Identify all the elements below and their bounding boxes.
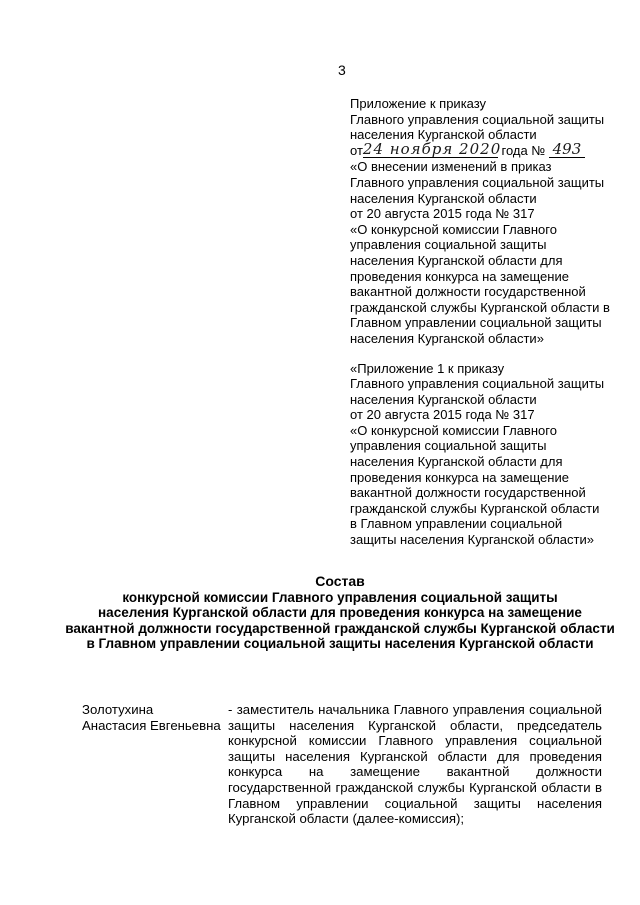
appendix-current-order <box>350 96 612 548</box>
appendix-line: от 20 августа 2015 года № 317 <box>350 206 535 222</box>
appendix-title: Приложение к приказу <box>350 96 487 111</box>
member-name <box>82 702 227 733</box>
appendix-issuer-region: населения Курганской области <box>350 127 537 143</box>
appendix-line: населения Курганской области» <box>350 330 544 346</box>
appendix-line: «О конкурсной комиссии Главного <box>350 221 557 237</box>
original-appendix-line: «Приложение 1 к приказу <box>350 360 505 376</box>
appendix-line: управления социальной защиты <box>350 237 547 253</box>
order-date-line <box>350 139 612 160</box>
original-appendix-line: защиты населения Курганской области» <box>350 532 594 548</box>
composition-heading: Состав <box>315 573 365 589</box>
original-appendix-line: проведения конкурса на замещение <box>350 469 569 485</box>
original-appendix-line: вакантной должности государственной <box>350 485 586 501</box>
composition-title-line: конкурсной комиссии Главного управления социальной защиты <box>122 589 558 605</box>
appendix-line: вакантной должности государственной <box>350 284 586 300</box>
spacer <box>350 347 612 361</box>
original-appendix-line: управления социальной защиты <box>350 438 547 454</box>
original-appendix-line: гражданской службы Курганской области <box>350 500 600 516</box>
original-appendix-line: населения Курганской области для <box>350 454 563 470</box>
page-number: 3 <box>338 62 346 78</box>
appendix-line: Главного управления социальной защиты <box>350 174 605 190</box>
appendix-line: населения Курганской области для <box>350 252 563 268</box>
handwritten-order-number: 493 <box>549 142 585 159</box>
original-appendix-line: «О конкурсной комиссии Главного <box>350 422 557 438</box>
appendix-line: гражданской службы Курганской области в <box>350 299 610 315</box>
original-appendix-line: в Главном управлении социальной <box>350 516 563 532</box>
member-role: - заместитель начальника Главного управления социальной защиты населения Курганской области, председатель конкурсной комиссии Главного управления социальной защиты населения Курганской области для проведения конкурса на замещение вакантной должности государственной гражданской службы Курганской области в Главном управлении социальной защиты населения Курганской области (далее-комиссия); <box>228 702 602 827</box>
original-appendix-line: населения Курганской области <box>350 391 537 407</box>
handwritten-order-date: 24 ноября 2020 <box>362 139 502 158</box>
order-prefix: от <box>350 142 363 158</box>
composition-title-line: населения Курганской области для проведения конкурса на замещение <box>98 605 582 620</box>
appendix-issuer: Главного управления социальной защиты <box>350 111 605 127</box>
original-appendix-line: от 20 августа 2015 года № 317 <box>350 407 535 423</box>
member-given-names: Анастасия Евгеньевна <box>82 717 221 733</box>
appendix-line: населения Курганской области <box>350 190 537 206</box>
composition-title <box>50 574 630 652</box>
appendix-line: Главном управлении социальной защиты <box>350 315 602 331</box>
composition-title-line: в Главном управлении социальной защиты населения Курганской области <box>86 636 594 651</box>
appendix-line: проведения конкурса на замещение <box>350 268 569 284</box>
member-surname: Золотухина <box>82 702 154 717</box>
original-appendix-line: Главного управления социальной защиты <box>350 376 605 392</box>
composition-title-line: вакантной должности государственной гражданской службы Курганской области <box>65 620 615 636</box>
appendix-line: «О внесении изменений в приказ <box>350 159 552 175</box>
order-year-number-label: года № <box>501 142 546 158</box>
